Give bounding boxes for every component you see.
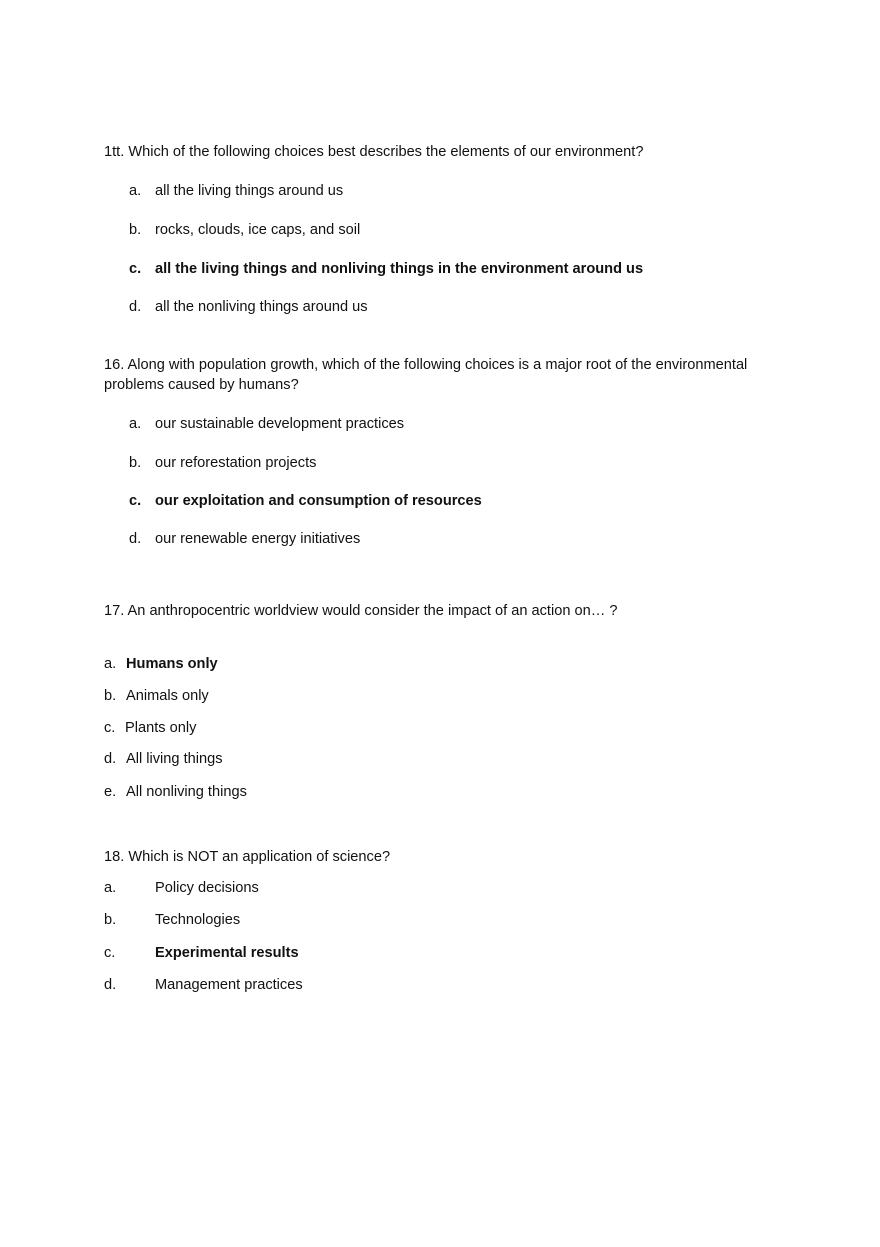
question-16-text: 16. Along with population growth, which of the following choices is a major root of the environmental problems caused by humans? <box>104 357 748 393</box>
question-17-text: 17. An anthropocentric worldview would consider the impact of an action on… ? <box>104 603 618 619</box>
option-text: rocks, clouds, ice caps, and soil <box>155 222 361 238</box>
option-label: a. <box>129 183 142 199</box>
option-label: d. <box>129 299 142 315</box>
option-label: b. <box>129 222 142 238</box>
option-text: our sustainable development practices <box>155 416 405 432</box>
option-text: Management practices <box>155 977 303 993</box>
option-text: All nonliving things <box>126 784 247 800</box>
option-text: all the living things around us <box>155 183 344 199</box>
option-text: our reforestation projects <box>155 455 317 471</box>
option-label: b. <box>104 688 117 704</box>
option-label: d. <box>104 977 117 993</box>
option-label: d. <box>129 531 142 547</box>
option-text: Policy decisions <box>155 880 259 896</box>
option-text: Humans only <box>126 656 218 672</box>
option-label: a. <box>104 656 117 672</box>
option-text: All living things <box>126 751 223 767</box>
question-18-text: 18. Which is NOT an application of science? <box>104 849 391 865</box>
option-text: Plants only <box>125 720 197 736</box>
option-label: e. <box>104 784 117 800</box>
option-label: c. <box>129 261 142 277</box>
option-label: c. <box>104 945 116 961</box>
question-15-text: 1tt. Which of the following choices best describes the elements of our environment? <box>104 144 644 160</box>
option-label: d. <box>104 751 117 767</box>
option-label: c. <box>104 720 116 736</box>
option-label: a. <box>129 416 142 432</box>
option-text: Experimental results <box>155 945 299 961</box>
option-label: c. <box>129 493 142 509</box>
option-text: Animals only <box>126 688 209 704</box>
option-text: our renewable energy initiatives <box>155 531 361 547</box>
option-text: Technologies <box>155 912 241 928</box>
option-label: a. <box>104 880 117 896</box>
option-label: b. <box>129 455 142 471</box>
option-label: b. <box>104 912 117 928</box>
option-text: all the nonliving things around us <box>155 299 368 315</box>
option-text: all the living things and nonliving things in the environment around us <box>155 261 644 277</box>
option-text: our exploitation and consumption of resources <box>155 493 482 509</box>
